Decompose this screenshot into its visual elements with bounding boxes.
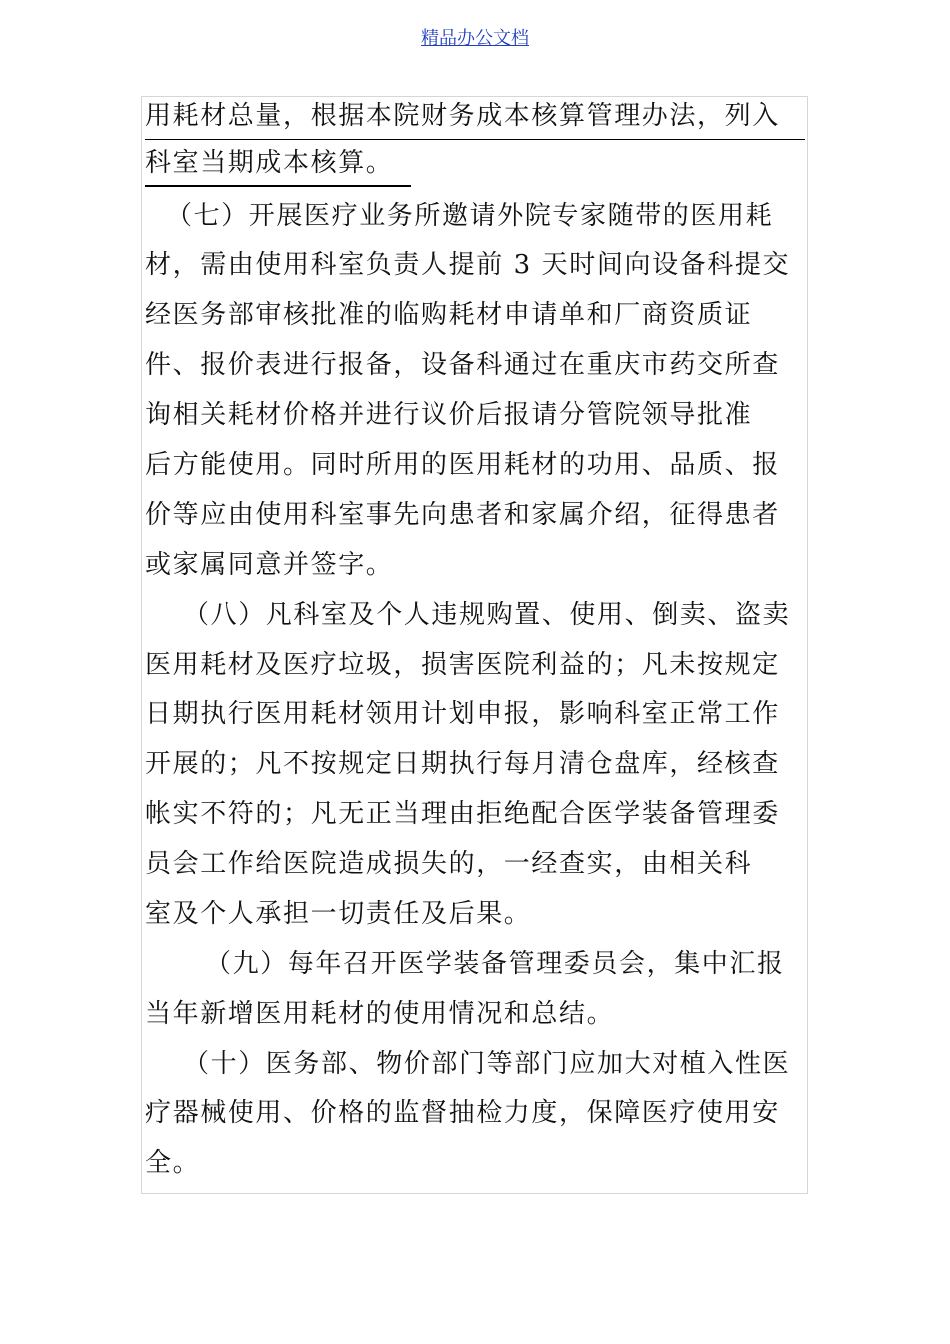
text-line: 室及个人承担一切责任及后果。 [145,899,532,929]
text-line: 或家属同意并签字。 [145,550,394,580]
paragraph-9-start: （九）每年召开医学装备管理委员会，集中汇报 [205,949,785,979]
paragraph-10-start: （十）医务部、物价部门等部门应加大对植入性医 [183,1049,791,1079]
header-link[interactable]: 精品办公文档 [421,28,529,49]
text-line: 用耗材总量，根据本院财务成本核算管理办法，列入 [145,101,780,131]
text-line: 员会工作给医院造成损失的，一经查实，由相关科 [145,849,753,879]
text-line: 价等应由使用科室事先向患者和家属介绍，征得患者 [145,500,780,530]
text-line: 医用耗材及医疗垃圾，损害医院利益的；凡未按规定 [145,650,780,680]
text-line: 开展的；凡不按规定日期执行每月清仓盘库，经核查 [145,749,780,779]
underline-rule-short [145,185,411,187]
text-line: 当年新增医用耗材的使用情况和总结。 [145,999,615,1029]
text-line: 日期执行医用耗材领用计划申报，影响科室正常工作 [145,699,780,729]
text-line: 询相关耗材价格并进行议价后报请分管院领导批准 [145,400,753,430]
text-line: 全。 [145,1148,201,1178]
paragraph-7-start: （七）开展医疗业务所邀请外院专家随带的医用耗 [166,201,774,231]
text-line: 后方能使用。同时所用的医用耗材的功用、品质、报 [145,450,780,480]
underline-rule [145,139,805,140]
text-line: 疗器械使用、价格的监督抽检力度，保障医疗使用安 [145,1098,780,1128]
paragraph-8-start: （八）凡科室及个人违规购置、使用、倒卖、盗卖 [183,600,791,630]
text-line: 材，需由使用科室负责人提前 3 天时间向设备科提交 [145,250,791,280]
text-line: 帐实不符的；凡无正当理由拒绝配合医学装备管理委 [145,799,780,829]
text-line: 科室当期成本核算。 [145,148,394,178]
text-line: 件、报价表进行报备，设备科通过在重庆市药交所查 [145,350,780,380]
text-line: 经医务部审核批准的临购耗材申请单和厂商资质证 [145,300,753,330]
